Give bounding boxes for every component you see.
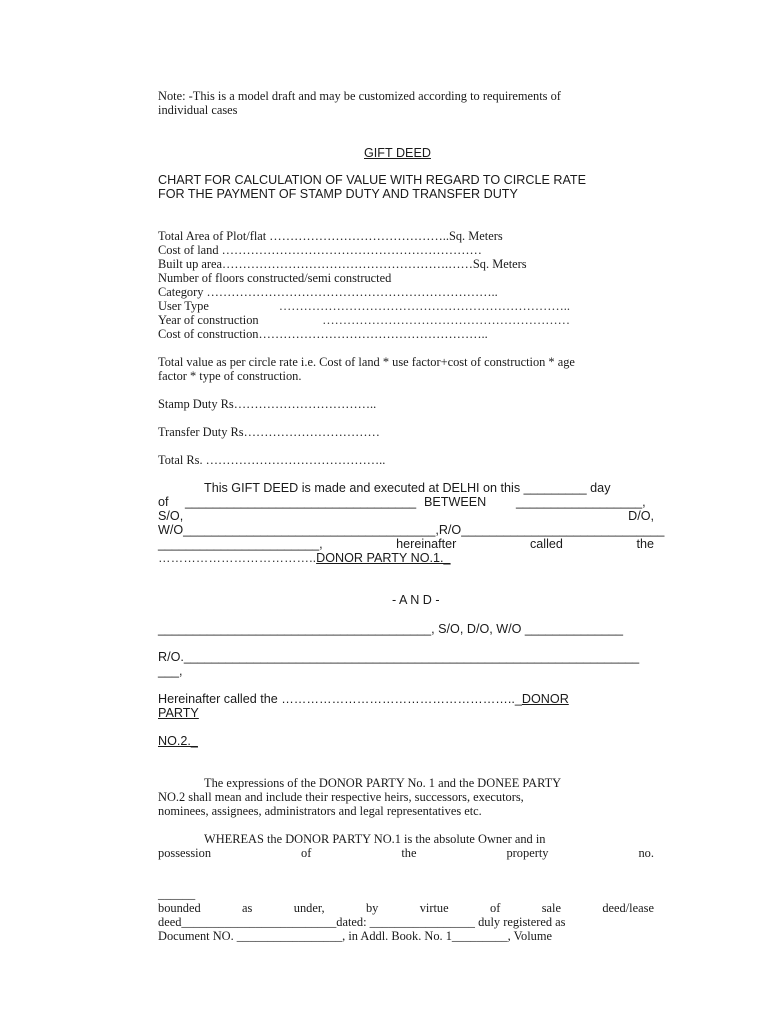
deed-hereinafter: hereinafter [396, 537, 457, 551]
stamp-duty-line: Stamp Duty Rs…………………………….. [158, 397, 377, 411]
expressions-line-1: The expressions of the DONOR PARTY No. 1 and the DONEE PARTY [204, 776, 562, 790]
document-title: GIFT DEED [364, 146, 431, 160]
party-label: PARTY [158, 706, 199, 720]
total-area-field: Total Area of Plot/flat ……………………………………..Sq. Meters [158, 229, 503, 243]
word-under: under, [293, 901, 325, 915]
deed-the: the [636, 537, 654, 551]
cost-of-land-field: Cost of land ……………………………………………………… [158, 243, 482, 257]
word-the: the [401, 846, 417, 860]
party2-line-1: _______________________________________, S/O, D/O, W/O ______________ [158, 622, 623, 636]
transfer-duty-line: Transfer Duty Rs…………………………… [158, 425, 380, 439]
whereas-line-1: WHEREAS the DONOR PARTY NO.1 is the absolute Owner and in [204, 832, 546, 846]
whereas-line-5: deed_________________________dated: _________________ duly registered as [158, 915, 566, 929]
user-type-label: User Type [158, 299, 209, 313]
user-type-dots: …………………………………………………………….. [278, 299, 570, 313]
deed-between-blank: __________________, [516, 495, 646, 509]
built-up-area-field: Built up area……………………………………………….……Sq. Meters [158, 257, 527, 271]
floors-field: Number of floors constructed/semi constructed [158, 271, 392, 285]
chart-heading-line-2: FOR THE PAYMENT OF STAMP DUTY AND TRANSFER DUTY [158, 187, 518, 201]
year-label: Year of construction [158, 313, 259, 327]
year-dots: …………………………………………………… [322, 313, 570, 327]
word-no: no. [638, 846, 654, 860]
total-value-line-1: Total value as per circle rate i.e. Cost of land * use factor+cost of construction * age [158, 355, 575, 369]
total-rs-line: Total Rs. …………………………………….. [158, 453, 386, 467]
deed-blank-2: _______________________, [158, 537, 323, 551]
note-line-1: Note: -This is a model draft and may be customized according to requirements of [158, 89, 561, 103]
user-type-field [158, 299, 570, 313]
whereas-line-3: ______ [158, 887, 196, 901]
deed-blank: _________________________________ [185, 495, 417, 509]
deed-line-5 [158, 537, 654, 551]
word-deed-lease: deed/lease [602, 901, 654, 915]
note-line-2: individual cases [158, 103, 238, 117]
donor-label: DONOR [521, 692, 569, 706]
word-of-2: of [490, 901, 501, 915]
word-sale: sale [541, 901, 561, 915]
party2-line-4 [158, 692, 569, 706]
deed-line-4: W/O____________________________________,R/O_____________________________ [158, 523, 665, 537]
whereas-line-4 [158, 901, 654, 915]
expressions-line-2: NO.2 shall mean and include their respective heirs, successors, executors, [158, 790, 524, 804]
deed-called: called [529, 537, 563, 551]
hereinafter-called: Hereinafter called the ……………………………………………….._ [158, 692, 522, 706]
category-field: Category …………………………………………………………….. [158, 285, 498, 299]
expressions-line-3: nominees, assignees, administrators and legal representatives etc. [158, 804, 482, 818]
deed-between: BETWEEN [424, 495, 487, 509]
deed-line-2 [158, 495, 654, 509]
cost-of-construction-field: Cost of construction……………………………………………….. [158, 327, 488, 341]
deed-line-6 [158, 551, 451, 565]
word-virtue: virtue [419, 901, 449, 915]
deed-so: S/O, [158, 509, 184, 523]
word-as: as [242, 901, 253, 915]
chart-heading-line-1: CHART FOR CALCULATION OF VALUE WITH REGARD TO CIRCLE RATE [158, 173, 587, 187]
deed-of: of [158, 495, 169, 509]
whereas-line-2 [158, 846, 654, 860]
total-value-line-2: factor * type of construction. [158, 369, 302, 383]
donor-party-2-number: NO.2._ [158, 734, 198, 748]
deed-line-3 [158, 509, 654, 523]
deed-dots: ……………………………….. [158, 551, 317, 565]
word-of: of [301, 846, 312, 860]
word-property: property [506, 846, 549, 860]
whereas-line-6: Document NO. _________________, in Addl. Book. No. 1_________, Volume [158, 929, 552, 943]
party2-line-3: ___, [158, 664, 183, 678]
word-possession: possession [158, 846, 212, 860]
party2-line-2: R/O._________________________________________________________________ [158, 650, 640, 664]
and-separator: - A N D - [392, 593, 440, 607]
donor-party-1-label: DONOR PARTY NO.1._ [316, 551, 451, 565]
deed-do: D/O, [628, 509, 654, 523]
year-field [158, 313, 570, 327]
word-by: by [365, 901, 379, 915]
deed-line-1: This GIFT DEED is made and executed at DELHI on this _________ day [204, 481, 611, 495]
word-bounded: bounded [158, 901, 201, 915]
